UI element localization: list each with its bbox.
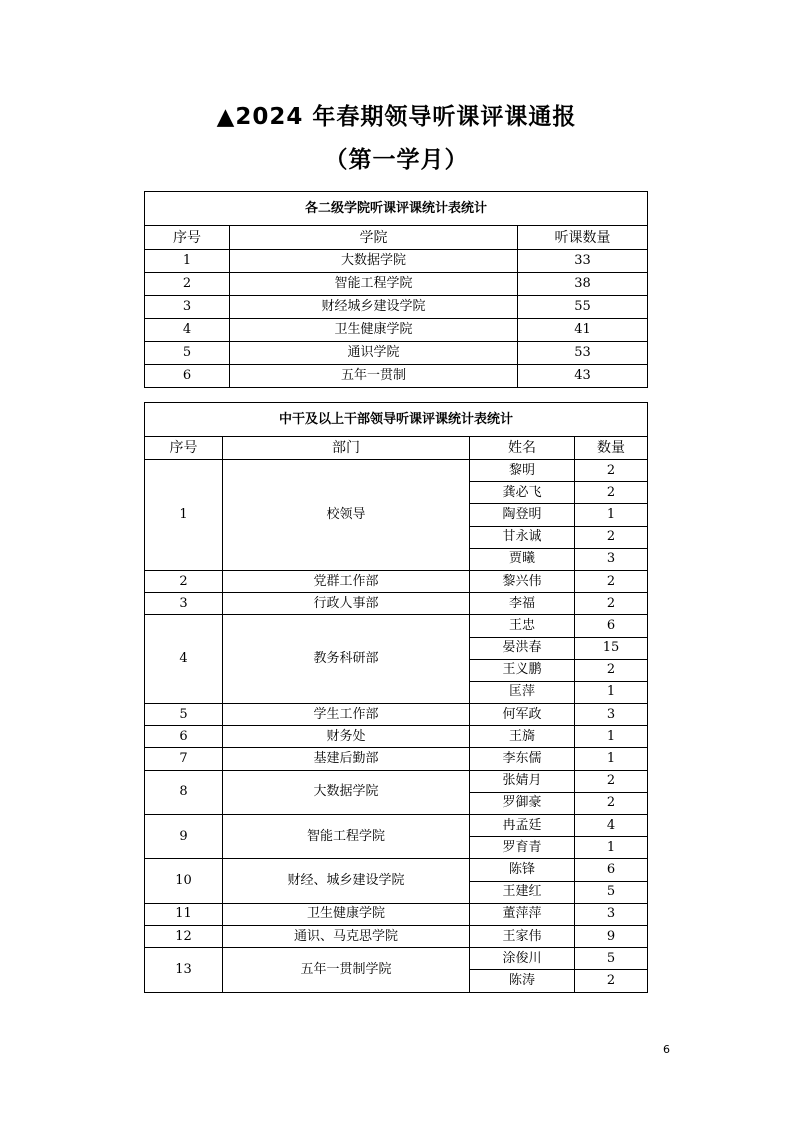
member-count: 9 — [575, 925, 648, 947]
row-no: 4 — [145, 319, 230, 342]
table-row — [145, 319, 648, 342]
member-name: 匡萍 — [470, 681, 575, 703]
table-row — [145, 296, 648, 319]
member-count: 5 — [575, 881, 648, 903]
member-name: 黎明 — [470, 460, 575, 482]
table-row — [145, 250, 648, 273]
college-stats-table — [144, 191, 648, 388]
group-no: 4 — [145, 615, 223, 704]
row-no: 2 — [145, 273, 230, 296]
member-name: 董萍萍 — [470, 903, 575, 925]
member-name: 甘永诚 — [470, 526, 575, 548]
row-count: 38 — [518, 273, 648, 296]
table-row — [145, 948, 648, 970]
table-row — [145, 460, 648, 482]
member-name: 王忠 — [470, 615, 575, 637]
member-name: 罗育青 — [470, 837, 575, 859]
row-count: 55 — [518, 296, 648, 319]
table-row — [145, 770, 648, 792]
member-name: 龚必飞 — [470, 482, 575, 504]
member-count: 1 — [575, 726, 648, 748]
group-dept: 财经、城乡建设学院 — [223, 859, 470, 903]
table-row — [145, 726, 648, 748]
member-name: 何军政 — [470, 704, 575, 726]
member-count: 2 — [575, 970, 648, 992]
group-no: 5 — [145, 704, 223, 726]
row-count: 43 — [518, 365, 648, 388]
group-dept: 基建后勤部 — [223, 748, 470, 770]
table-row — [145, 815, 648, 837]
row-count: 41 — [518, 319, 648, 342]
table2-header-no: 序号 — [145, 437, 223, 460]
group-dept: 通识、马克思学院 — [223, 925, 470, 947]
group-no: 13 — [145, 948, 223, 992]
member-name: 李东儒 — [470, 748, 575, 770]
member-count: 2 — [575, 659, 648, 681]
row-college: 大数据学院 — [230, 250, 518, 273]
member-count: 2 — [575, 460, 648, 482]
row-college: 五年一贯制 — [230, 365, 518, 388]
member-name: 罗御豪 — [470, 792, 575, 814]
group-dept: 大数据学院 — [223, 770, 470, 814]
member-name: 晏洪春 — [470, 637, 575, 659]
leader-stats-table — [144, 402, 648, 993]
page-number: 6 — [663, 1043, 670, 1056]
member-name: 王义鹏 — [470, 659, 575, 681]
table-row — [145, 748, 648, 770]
table-row — [145, 704, 648, 726]
member-count: 5 — [575, 948, 648, 970]
member-count: 2 — [575, 570, 648, 592]
group-no: 11 — [145, 903, 223, 925]
table-row — [145, 925, 648, 947]
group-no: 3 — [145, 593, 223, 615]
row-college: 卫生健康学院 — [230, 319, 518, 342]
table-row — [145, 615, 648, 637]
member-count: 6 — [575, 615, 648, 637]
table2-caption: 中干及以上干部领导听课评课统计表统计 — [145, 403, 648, 437]
row-no: 5 — [145, 342, 230, 365]
group-no: 2 — [145, 570, 223, 592]
row-no: 6 — [145, 365, 230, 388]
member-name: 陶登明 — [470, 504, 575, 526]
member-count: 4 — [575, 815, 648, 837]
group-dept: 党群工作部 — [223, 570, 470, 592]
member-name: 涂俊川 — [470, 948, 575, 970]
table-row — [145, 365, 648, 388]
member-count: 2 — [575, 770, 648, 792]
member-name: 王建红 — [470, 881, 575, 903]
table2-header-name: 姓名 — [470, 437, 575, 460]
group-dept: 行政人事部 — [223, 593, 470, 615]
group-dept: 卫生健康学院 — [223, 903, 470, 925]
group-dept: 校领导 — [223, 460, 470, 571]
table-row — [145, 570, 648, 592]
member-name: 陈锋 — [470, 859, 575, 881]
table-row — [145, 859, 648, 881]
member-count: 3 — [575, 704, 648, 726]
table1-header-count: 听课数量 — [518, 226, 648, 250]
member-name: 李福 — [470, 593, 575, 615]
group-dept: 学生工作部 — [223, 704, 470, 726]
member-count: 2 — [575, 792, 648, 814]
group-no: 1 — [145, 460, 223, 571]
table-row — [145, 593, 648, 615]
group-no: 8 — [145, 770, 223, 814]
group-dept: 教务科研部 — [223, 615, 470, 704]
row-count: 53 — [518, 342, 648, 365]
table1-header-no: 序号 — [145, 226, 230, 250]
group-no: 12 — [145, 925, 223, 947]
row-no: 3 — [145, 296, 230, 319]
row-count: 33 — [518, 250, 648, 273]
table-row — [145, 273, 648, 296]
row-no: 1 — [145, 250, 230, 273]
group-no: 7 — [145, 748, 223, 770]
group-no: 9 — [145, 815, 223, 859]
row-college: 智能工程学院 — [230, 273, 518, 296]
group-dept: 五年一贯制学院 — [223, 948, 470, 992]
member-name: 王家伟 — [470, 925, 575, 947]
member-count: 1 — [575, 748, 648, 770]
table1-header-college: 学院 — [230, 226, 518, 250]
member-count: 1 — [575, 681, 648, 703]
member-name: 黎兴伟 — [470, 570, 575, 592]
member-name: 陈涛 — [470, 970, 575, 992]
table2-header-count: 数量 — [575, 437, 648, 460]
row-college: 通识学院 — [230, 342, 518, 365]
table-row — [145, 342, 648, 365]
document-title: ▲2024 年春期领导听课评课通报 — [216, 104, 577, 130]
document-subtitle: （第一学月） — [324, 147, 469, 173]
row-college: 财经城乡建设学院 — [230, 296, 518, 319]
member-count: 1 — [575, 837, 648, 859]
member-name: 冉孟廷 — [470, 815, 575, 837]
member-count: 2 — [575, 593, 648, 615]
group-dept: 智能工程学院 — [223, 815, 470, 859]
member-count: 6 — [575, 859, 648, 881]
member-name: 贾曦 — [470, 548, 575, 570]
group-no: 10 — [145, 859, 223, 903]
group-no: 6 — [145, 726, 223, 748]
member-name: 王旖 — [470, 726, 575, 748]
table-row — [145, 903, 648, 925]
table1-caption: 各二级学院听课评课统计表统计 — [145, 192, 648, 226]
member-count: 3 — [575, 903, 648, 925]
member-count: 2 — [575, 482, 648, 504]
member-count: 15 — [575, 637, 648, 659]
member-count: 1 — [575, 504, 648, 526]
member-count: 2 — [575, 526, 648, 548]
table2-header-dept: 部门 — [223, 437, 470, 460]
member-count: 3 — [575, 548, 648, 570]
member-name: 张婧月 — [470, 770, 575, 792]
group-dept: 财务处 — [223, 726, 470, 748]
